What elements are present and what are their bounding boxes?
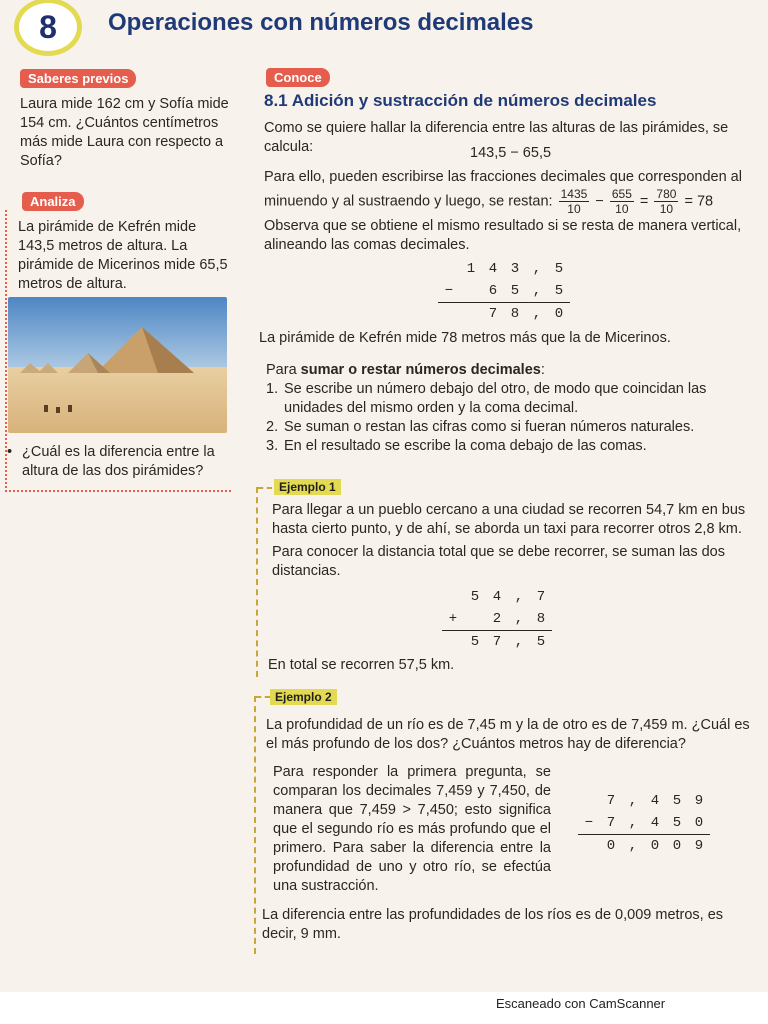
digit-cell: 5 [470,589,480,605]
digit-cell: , [628,815,638,831]
analiza-question: ¿Cuál es la diferencia entre la altura de las dos pirámides? [22,444,215,479]
fraction-3 [654,187,678,216]
rules-intro [266,361,758,380]
digit-cell [442,631,464,654]
digit-cell: 4 [488,261,498,277]
digit-cell: 5 [510,283,520,299]
rule-text: En el resultado se escribe la coma debajo de las comas. [284,438,647,454]
rule-text: Se suman o restan las cifras como si fueran números naturales. [284,419,695,435]
digit-cell: , [532,283,542,299]
fraction-3-denominator: 10 [659,202,674,216]
digit-cell: 8 [504,303,526,326]
digit-cell [438,258,460,280]
analiza-text: La pirámide de Kefrén mide 143,5 metros de altura. La pirámide de Micerinos mide 65,5 metros de altura. [18,219,228,292]
rule-item [266,380,758,418]
ex1-paragraph-3: En total se recorren 57,5 km. [268,657,455,673]
digit-cell [578,835,600,858]
ex1-op-row-1 [442,586,552,608]
digit-cell [438,303,460,326]
equation-result: = 78 [684,193,714,210]
digit-cell [578,790,600,812]
minus-sign: − [595,193,604,210]
paragraph-4: La pirámide de Kefrén mide 78 metros más que la de Micerinos. [259,330,671,346]
ex1-op-result-row [442,631,552,654]
digit-cell: 7 [606,815,616,831]
rule-text: 1. [266,381,279,397]
ex1-op-row-2 [442,608,552,631]
digit-cell: 0 [666,835,688,858]
paragraph-1: Como se quiere hallar la diferencia entre las alturas de las pirámides, se calcula: [264,120,729,155]
digit-cell: , [514,611,524,627]
fraction-1 [559,187,590,216]
saberes-previos-text: Laura mide 162 cm y Sofía mide 154 cm. ¿Cuántos centímetros más mide Laura con respecto a Sofía? [20,96,229,169]
chapter-number-badge [14,0,82,56]
digit-cell: 1 [466,261,476,277]
digit-cell: 7 [606,793,616,809]
ex1-bracket-left [256,487,258,677]
digit-cell: 5 [554,283,564,299]
digit-cell: 9 [694,793,704,809]
digit-cell: 6 [488,283,498,299]
fraction-2 [610,187,634,216]
digit-cell: 0 [694,815,704,831]
ex2-op-result-row [578,835,710,858]
ex2-paragraph-2: Para responder la primera pregunta, se comparan los decimales 7,459 y 7,450, de manera que 7,459 > 7,450; esto significa que el segundo río es más profundo que el primero. Para saber la diferencia entre la profundidad de uno y otro río, se efectúa una sustracción. [273,764,551,894]
digit-cell [464,608,486,631]
ex2-paragraph-3: La diferencia entre las profundidades de los ríos es de 0,009 metros, es decir, 9 mm. [262,907,724,942]
digit-cell: 5 [464,631,486,654]
digit-cell: 5 [672,793,682,809]
vertical-addition [442,586,552,653]
op1-row-2 [438,280,570,303]
expression: 143,5 − 65,5 [470,145,552,161]
paragraph-2 [264,168,760,216]
digit-cell: − [584,815,594,831]
rule-item [266,437,758,456]
fraction-2-denominator: 10 [615,202,629,216]
digit-cell: 2 [492,611,502,627]
digit-cell [442,586,464,608]
pyramids-illustration [8,297,227,433]
digit-cell: 5 [554,261,564,277]
equals-sign: = [639,193,649,210]
fraction-1-denominator: 10 [567,202,581,216]
digit-cell: , [526,303,548,326]
op1-row-1 [438,258,570,280]
digit-cell: 3 [510,261,520,277]
pyramids-photo [8,297,227,433]
vertical-subtraction-1 [438,258,570,325]
digit-cell: 5 [672,815,682,831]
rule-text: Se escribe un número debajo del otro, de modo que coincidan las unidades del mismo orden y la coma decimal. [284,381,707,416]
fraction-3-numerator: 780 [656,187,677,201]
section-title: 8.1 Adición y sustracción de números decimales [264,91,657,110]
conoce-tag: Conoce [266,68,330,87]
rules-intro-bold: sumar o restar números decimales [300,362,541,378]
digit-cell [460,280,482,303]
digit-cell: 5 [530,631,552,654]
digit-cell: 7 [486,631,508,654]
ex2-bracket-left [254,696,256,954]
ex1-paragraph-1: Para llegar a un pueblo cercano a una ciudad se recorren 54,7 km en bus hasta cierto punto, y de ahí, se aborda un taxi para recorrer otros 2,8 km. [272,502,746,537]
ex1-paragraph-2: Para conocer la distancia total que se debe recorrer, se suman las dos distancias. [272,544,725,579]
digit-cell: 4 [650,815,660,831]
digit-cell: + [448,611,458,627]
op1-result-row [438,303,570,326]
paragraph-2-text: Para ello, pueden escribirse las fracciones decimales que corresponden al minuendo y al sustraendo y luego, se restan: [264,169,742,210]
digit-cell: , [514,589,524,605]
digit-cell: 8 [536,611,546,627]
digit-cell: − [444,283,454,299]
digit-cell: 0 [644,835,666,858]
ejemplo-2-tag: Ejemplo 2 [270,689,337,705]
digit-cell: 7 [482,303,504,326]
paragraph-3: Observa que se obtiene el mismo resultado si se resta de manera vertical, alineando las comas decimales. [264,218,742,253]
digit-cell: 0 [548,303,570,326]
digit-cell: , [508,631,530,654]
ejemplo-1-tag: Ejemplo 1 [274,479,341,495]
rule-text: 2. [266,419,279,435]
digit-cell: , [628,793,638,809]
fraction-2-numerator: 655 [611,187,632,201]
saberes-previos-tag: Saberes previos [20,69,136,88]
fraction-1-numerator: 1435 [560,187,588,201]
vertical-subtraction-2 [578,790,710,857]
rules-intro-post: : [540,362,545,378]
ex2-bracket-top [256,696,270,698]
digit-cell: , [622,835,644,858]
digit-cell: 9 [688,835,710,858]
digit-cell [460,303,482,326]
analiza-tag: Analiza [22,192,84,211]
chapter-number: 8 [39,8,57,45]
ex2-op-row-2 [578,812,710,835]
scanner-footer: Escaneado con CamScanner [496,996,666,1011]
digit-cell: 0 [600,835,622,858]
page-title: Operaciones con números decimales [108,9,534,36]
rules-box [266,361,758,456]
ex1-bracket-top [258,487,272,489]
question-bullet: • [7,444,13,460]
digit-cell: 4 [650,793,660,809]
rule-text: 3. [266,438,279,454]
digit-cell: 4 [492,589,502,605]
rule-item [266,418,758,437]
digit-cell: 7 [536,589,546,605]
ex2-paragraph-1: La profundidad de un río es de 7,45 m y la de otro es de 7,459 m. ¿Cuál es el más profundo de los dos? ¿Cuántos metros hay de diferencia? [266,717,750,752]
ex2-op-row-1 [578,790,710,812]
rules-intro-pre: Para [266,362,301,378]
digit-cell: , [532,261,542,277]
